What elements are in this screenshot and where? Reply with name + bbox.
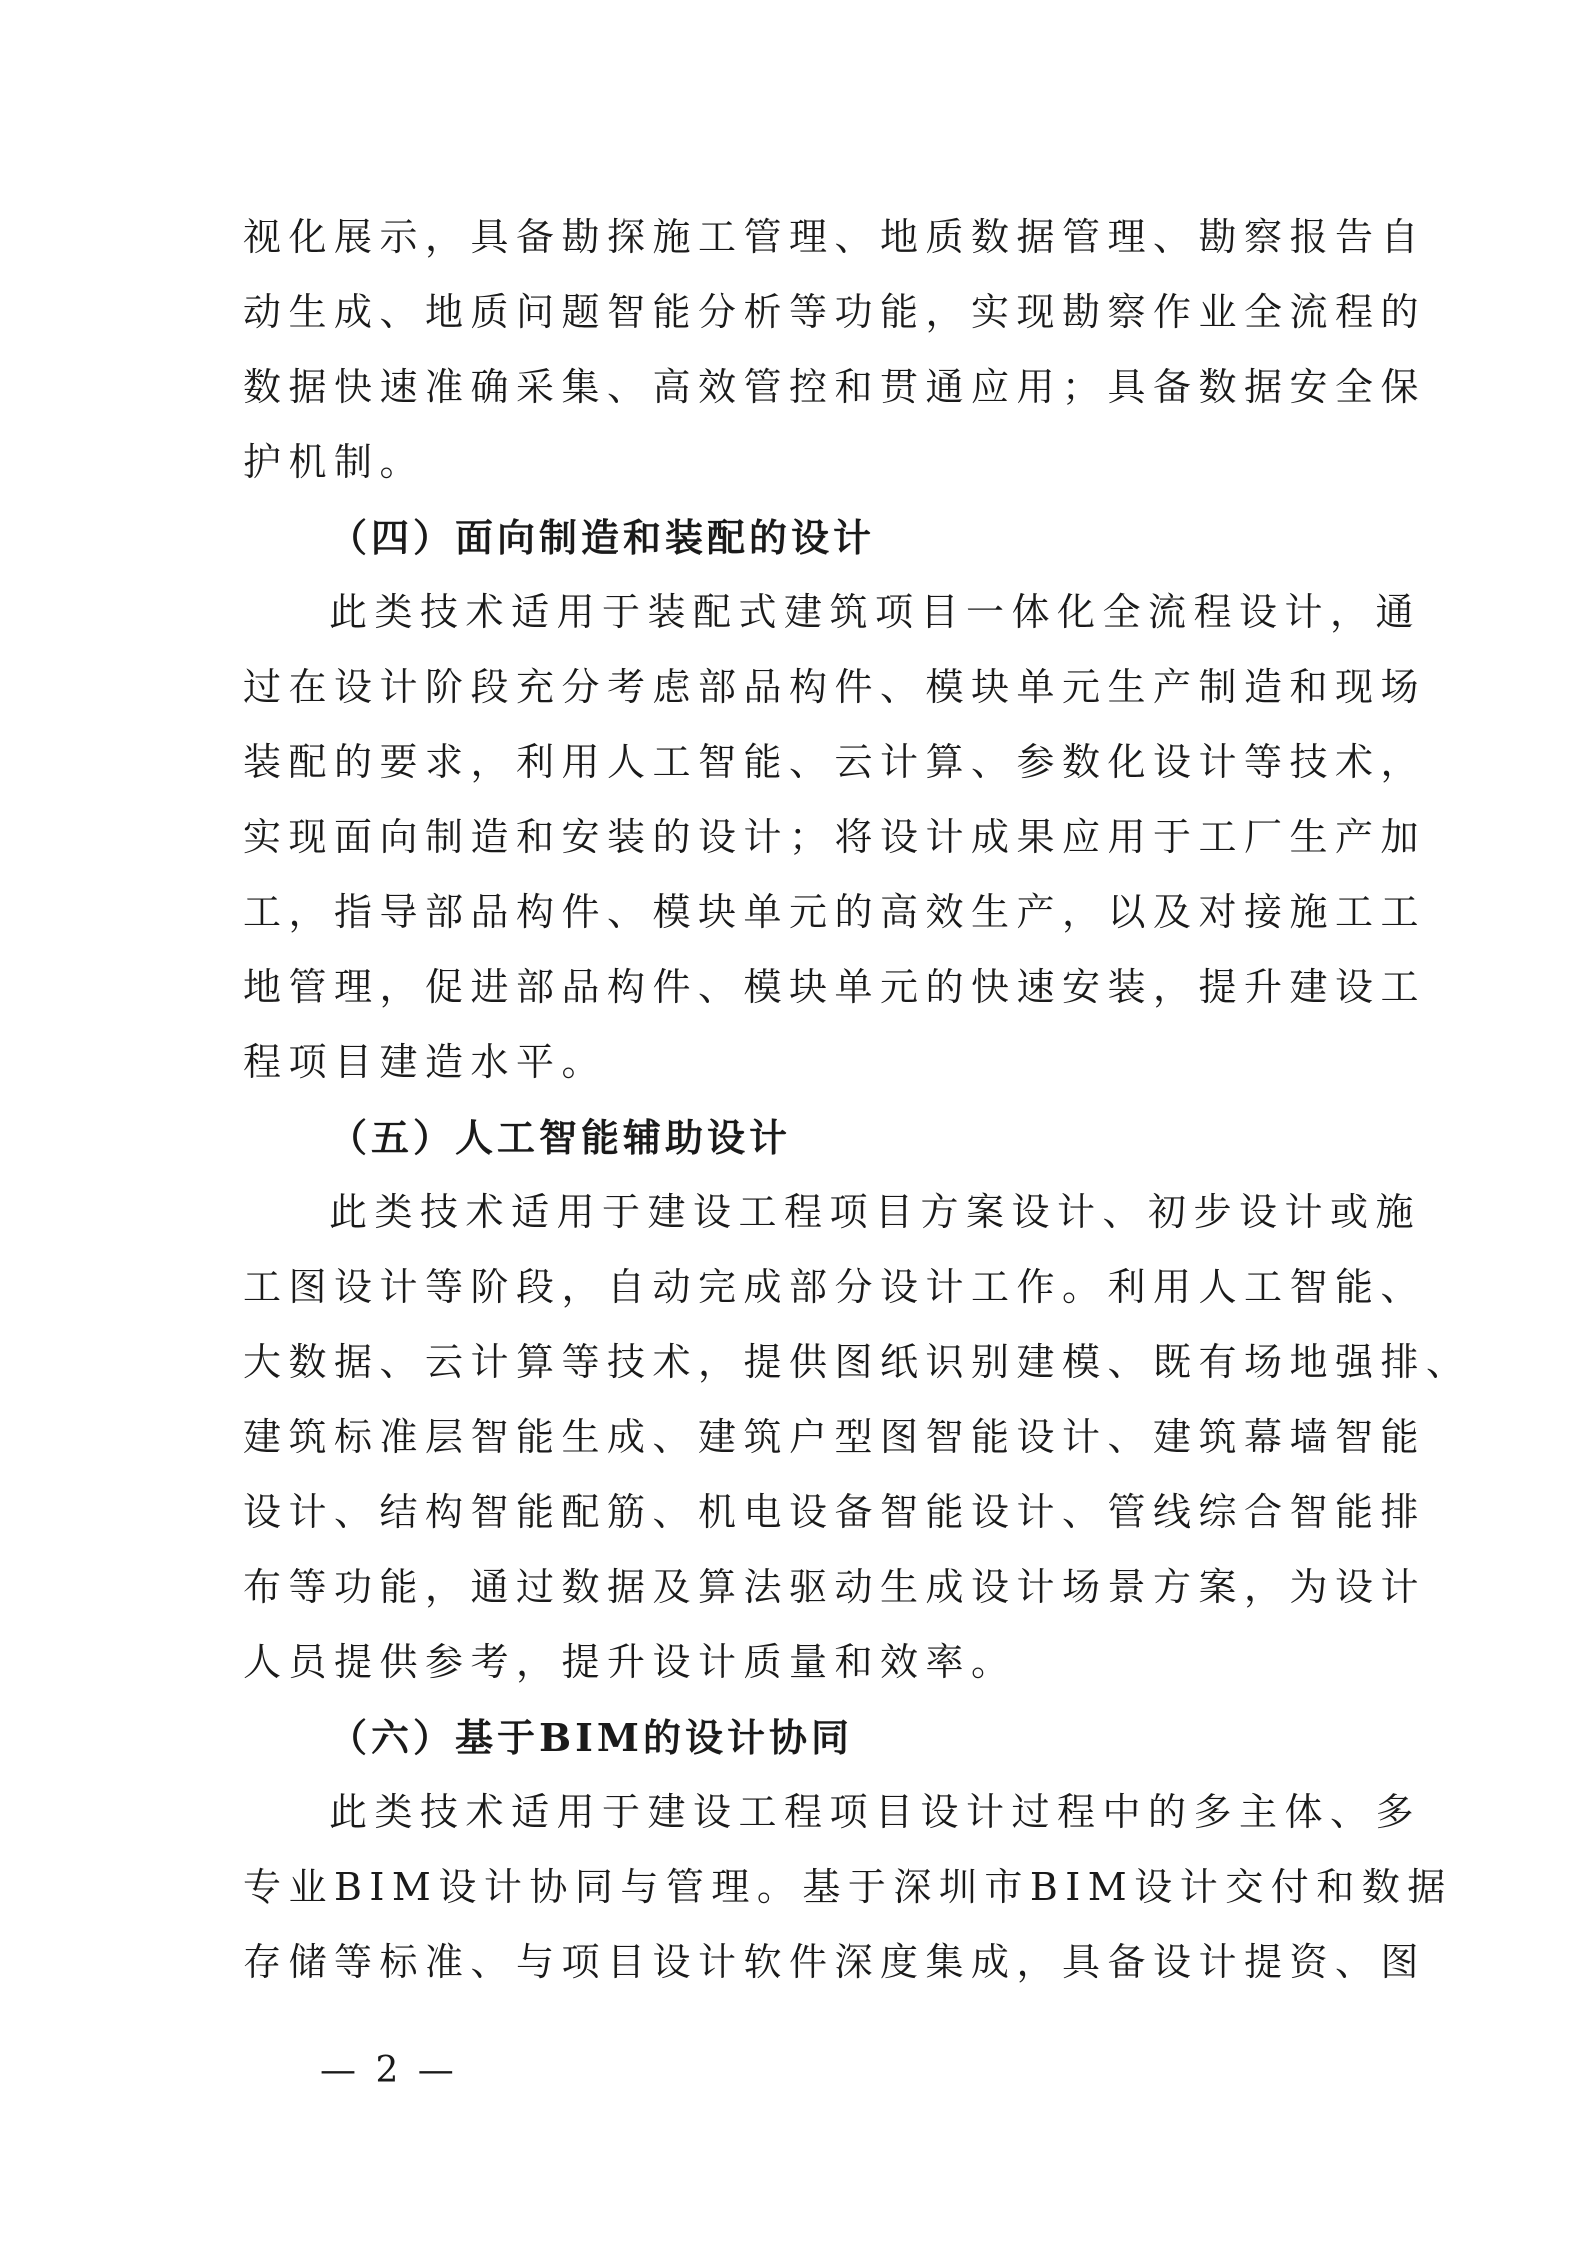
body-line: 装配的要求，利用人工智能、云计算、参数化设计等技术， bbox=[243, 740, 1427, 784]
page-number: — 2 — bbox=[320, 2050, 458, 2091]
body-line: 视化展示，具备勘探施工管理、地质数据管理、勘察报告自 bbox=[243, 215, 1427, 259]
section-heading: （四）面向制造和装配的设计 bbox=[329, 515, 876, 560]
body-line: 动生成、地质问题智能分析等功能，实现勘察作业全流程的 bbox=[243, 290, 1427, 334]
body-line: 工，指导部品构件、模块单元的高效生产，以及对接施工工 bbox=[243, 890, 1427, 934]
body-line: 专业BIM设计协同与管理。基于深圳市BIM设计交付和数据 bbox=[243, 1865, 1453, 1909]
document-body bbox=[243, 200, 1472, 2000]
body-line: 存储等标准、与项目设计软件深度集成，具备设计提资、图 bbox=[243, 1940, 1427, 1984]
body-line: 工图设计等阶段，自动完成部分设计工作。利用人工智能、 bbox=[243, 1265, 1427, 1309]
section-heading: （六）基于BIM的设计协同 bbox=[329, 1715, 853, 1760]
body-line: 大数据、云计算等技术，提供图纸识别建模、既有场地强排、 bbox=[243, 1340, 1472, 1384]
body-line: 过在设计阶段充分考虑部品构件、模块单元生产制造和现场 bbox=[243, 665, 1427, 709]
body-line: 建筑标准层智能生成、建筑户型图智能设计、建筑幕墙智能 bbox=[243, 1415, 1427, 1459]
body-line: 此类技术适用于装配式建筑项目一体化全流程设计，通 bbox=[329, 590, 1422, 634]
body-line: 此类技术适用于建设工程项目设计过程中的多主体、多 bbox=[329, 1790, 1422, 1834]
body-line: 护机制。 bbox=[243, 440, 426, 484]
body-line: 程项目建造水平。 bbox=[243, 1040, 608, 1084]
body-line: 人员提供参考，提升设计质量和效率。 bbox=[243, 1640, 1017, 1684]
body-line: 数据快速准确采集、高效管控和贯通应用；具备数据安全保 bbox=[243, 365, 1427, 409]
body-line: 地管理，促进部品构件、模块单元的快速安装，提升建设工 bbox=[243, 965, 1427, 1009]
body-line: 布等功能，通过数据及算法驱动生成设计场景方案，为设计 bbox=[243, 1565, 1427, 1609]
body-line: 实现面向制造和安装的设计；将设计成果应用于工厂生产加 bbox=[243, 815, 1427, 859]
section-heading: （五）人工智能辅助设计 bbox=[329, 1115, 792, 1160]
body-line: 设计、结构智能配筋、机电设备智能设计、管线综合智能排 bbox=[243, 1490, 1427, 1534]
body-line: 此类技术适用于建设工程项目方案设计、初步设计或施 bbox=[329, 1190, 1422, 1234]
